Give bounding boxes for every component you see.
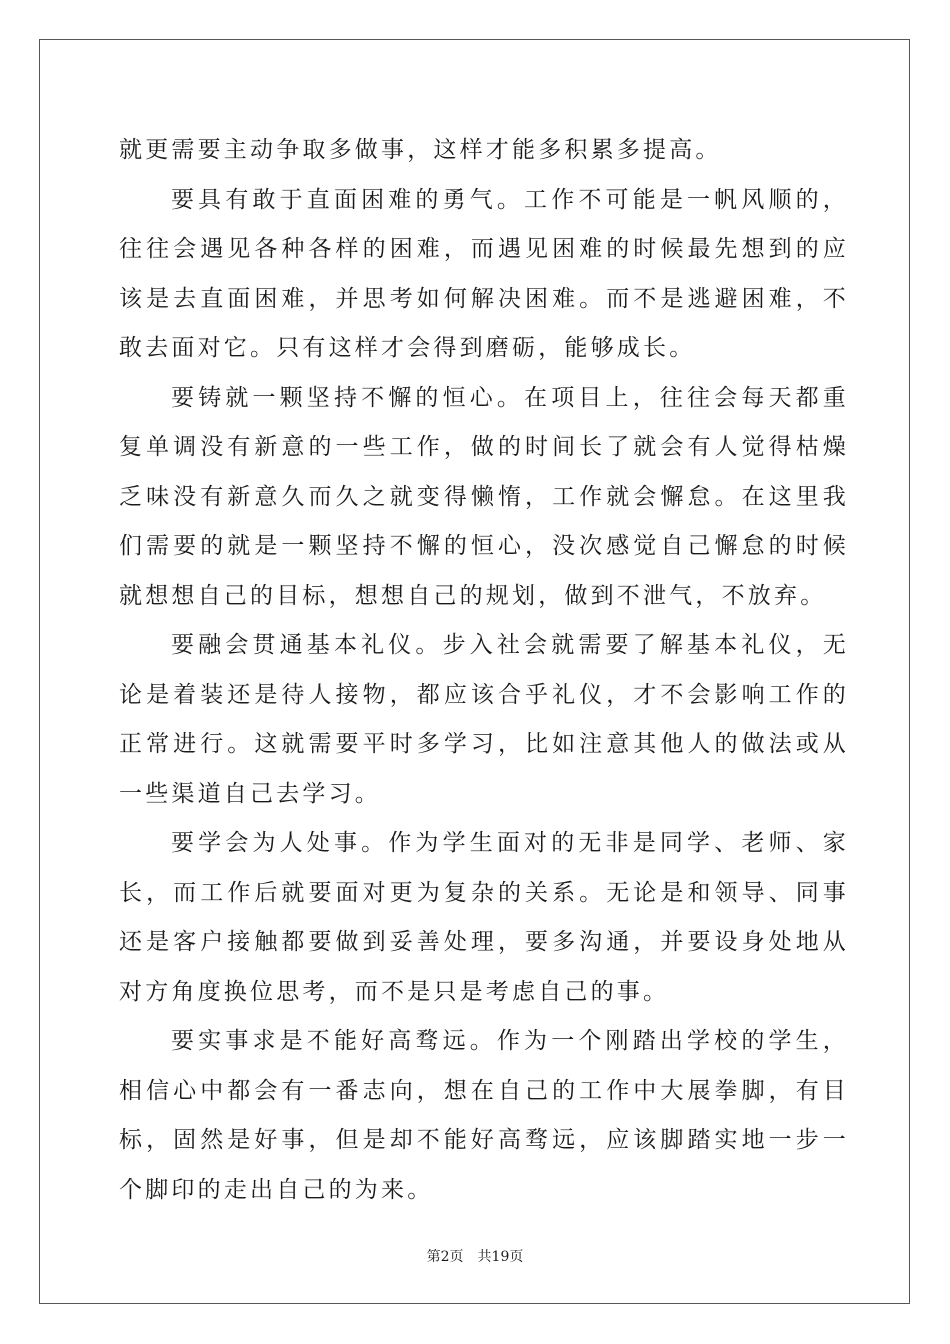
- document-body: [119, 126, 849, 1215]
- paragraph: 要学会为人处事。作为学生面对的无非是同学、老师、家长，而工作后就要面对更为复杂的关系。无论是和领导、同事还是客户接触都要做到妥善处理，要多沟通，并要设身处地从对方角度换位思考，而不是只是考虑自己的事。: [119, 830, 849, 1005]
- paragraph: 要具有敢于直面困难的勇气。工作不可能是一帆风顺的，往往会遇见各种各样的困难，而遇见困难的时候最先想到的应该是去直面困难，并思考如何解决困难。而不是逃避困难，不敢去面对它。只有这样才会得到磨砺，能够成长。: [119, 186, 849, 361]
- paragraph: 要融会贯通基本礼仪。步入社会就需要了解基本礼仪，无论是着装还是待人接物，都应该合乎礼仪，才不会影响工作的正常进行。这就需要平时多学习，比如注意其他人的做法或从一些渠道自己去学习。: [119, 632, 849, 807]
- page-footer: [0, 1246, 950, 1266]
- paragraph: 就更需要主动争取多做事，这样才能多积累多提高。: [119, 137, 722, 163]
- page-number: 第2页: [426, 1249, 464, 1265]
- page-total: 共19页: [477, 1249, 524, 1265]
- paragraph: 要铸就一颗坚持不懈的恒心。在项目上，往往会每天都重复单调没有新意的一些工作，做的时间长了就会有人觉得枯燥乏味没有新意久而久之就变得懒惰，工作就会懈怠。在这里我们需要的就是一颗坚持不懈的恒心，没次感觉自己懈怠的时候就想想自己的目标，想想自己的规划，做到不泄气，不放弃。: [119, 384, 849, 609]
- paragraph: 要实事求是不能好高骛远。作为一个刚踏出学校的学生，相信心中都会有一番志向，想在自己的工作中大展拳脚，有目标，固然是好事，但是却不能好高骛远，应该脚踏实地一步一个脚印的走出自己的为来。: [119, 1028, 849, 1203]
